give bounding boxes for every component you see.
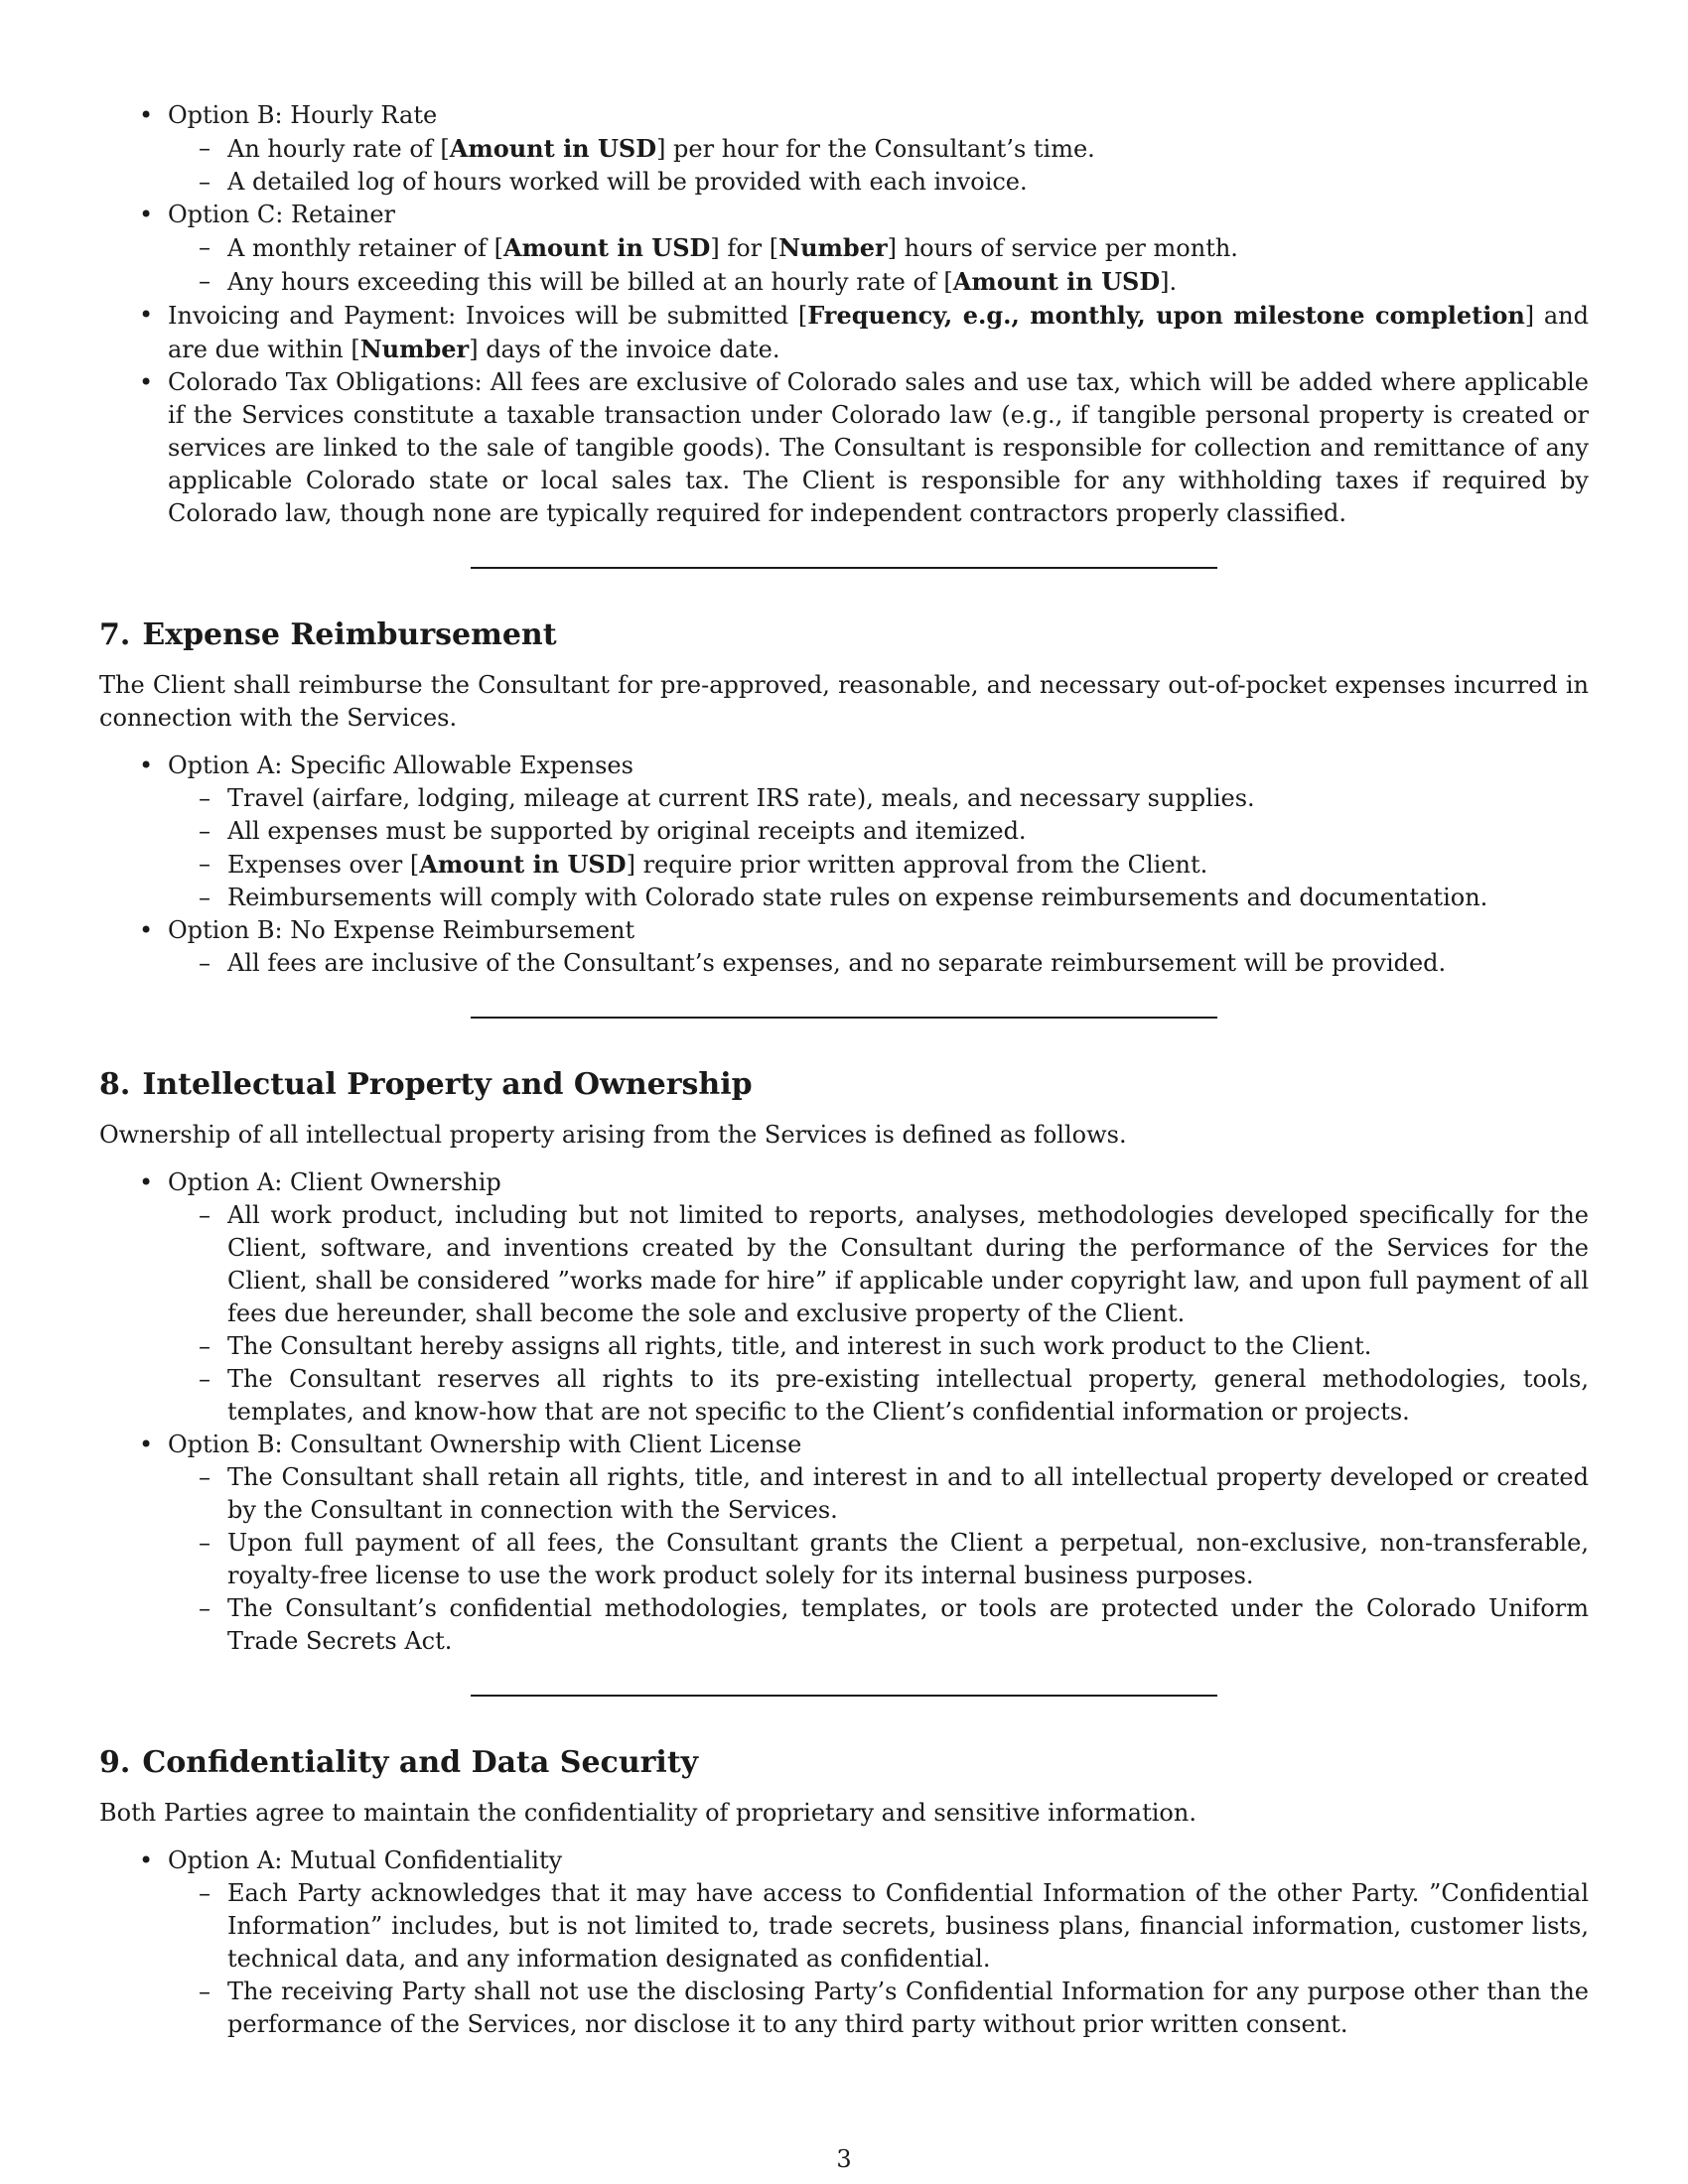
option-title: Option C: Retainer (168, 201, 396, 228)
option-title: Option B: No Expense Reimbursement (168, 916, 635, 944)
list-item: – Travel (airfare, lodging, mileage at current IRS rate), meals, and necessary supplies. (168, 782, 1589, 815)
ip-options-list (99, 1166, 1589, 1658)
placeholder-number: Number (778, 233, 888, 262)
section-divider (471, 567, 1217, 569)
sub-list (168, 782, 1589, 914)
section-divider (471, 1017, 1217, 1019)
list-item-invoicing: • Invoicing and Payment: Invoices will be submitted [Frequency, e.g., monthly, upon milestone completion] and are due within [Number] days of the invoice date. (99, 299, 1589, 366)
list-item: – A monthly retainer of [Amount in USD] for [Number] hours of service per month. (168, 231, 1589, 265)
section-intro: Ownership of all intellectual property arising from the Services is defined as follows. (99, 1121, 1127, 1149)
list-item: – All fees are inclusive of the Consultant’s expenses, and no separate reimbursement will be provided. (168, 947, 1589, 980)
sub-list (168, 1461, 1589, 1658)
list-item (99, 1166, 1589, 1429)
page-number: 3 (836, 2145, 852, 2173)
list-item (99, 1844, 1589, 2041)
document-page (99, 99, 1589, 2041)
list-item: – All expenses must be supported by original receipts and itemized. (168, 815, 1589, 848)
list-item (99, 199, 1589, 299)
section-heading-9: 9. Confidentiality and Data Security (99, 1745, 699, 1780)
sub-list (168, 1877, 1589, 2041)
list-item: – All work product, including but not limited to reports, analyses, methodologies developed specifically for the Client, software, and inventions created by the Consultant during the performance of the Services for the Client, shall be considered ”works made for hire” if applicable under copyright law, and upon full payment of all fees due hereunder, shall become the sole and exclusive property of the Client. (168, 1199, 1589, 1330)
section-intro: Both Parties agree to maintain the confidentiality of proprietary and sensitive information. (99, 1799, 1196, 1827)
sub-list (168, 231, 1589, 299)
option-title: Option B: Hourly Rate (168, 101, 438, 129)
placeholder-amount: Amount in USD (502, 233, 711, 262)
placeholder-amount: Amount in USD (449, 134, 657, 163)
section-heading-7: 7. Expense Reimbursement (99, 617, 557, 652)
section-divider (471, 1695, 1217, 1697)
list-item: – The Consultant’s confidential methodologies, templates, or tools are protected under the Colorado Uniform Trade Secrets Act. (168, 1592, 1589, 1658)
section-heading-8: 8. Intellectual Property and Ownership (99, 1067, 753, 1102)
option-title: Option B: Consultant Ownership with Client License (168, 1431, 802, 1458)
list-item: – A detailed log of hours worked will be provided with each invoice. (168, 166, 1589, 199)
placeholder-number: Number (359, 335, 470, 363)
option-title: Option A: Mutual Confidentiality (168, 1846, 563, 1874)
sub-list (168, 1199, 1589, 1429)
placeholder-frequency: Frequency, e.g., monthly, upon milestone completion (807, 301, 1525, 330)
list-item: – The receiving Party shall not use the disclosing Party’s Confidential Information for any purpose other than the performance of the Services, nor disclose it to any third party without prior written consent. (168, 1976, 1589, 2041)
list-item (99, 99, 1589, 199)
list-item: – The Consultant reserves all rights to its pre-existing intellectual property, general methodologies, tools, templates, and know-how that are not specific to the Client’s confidential information or projects. (168, 1363, 1589, 1429)
list-item: – Upon full payment of all fees, the Consultant grants the Client a perpetual, non-exclusive, non-transferable, royalty-free license to use the work product solely for its internal business purposes. (168, 1527, 1589, 1592)
list-item: – Reimbursements will comply with Colorado state rules on expense reimbursements and documentation. (168, 882, 1589, 914)
list-item: – Each Party acknowledges that it may have access to Confidential Information of the other Party. ”Confidential Information” includes, but is not limited to, trade secrets, business plans, financial information, customer lists, technical data, and any information designated as confidential. (168, 1877, 1589, 1976)
placeholder-amount: Amount in USD (952, 267, 1161, 296)
list-item: – Expenses over [Amount in USD] require prior written approval from the Client. (168, 848, 1589, 882)
confidentiality-options-list (99, 1844, 1589, 2041)
section-intro: The Client shall reimburse the Consultant for pre-approved, reasonable, and necessary out-of-pocket expenses incurred in connection with the Services. (99, 671, 1589, 732)
list-item: – An hourly rate of [Amount in USD] per hour for the Consultant’s time. (168, 132, 1589, 166)
list-item-tax: • Colorado Tax Obligations: All fees are exclusive of Colorado sales and use tax, which will be added where applicable if the Services constitute a taxable transaction under Colorado law (e.g., if tangible personal property is created or services are linked to the sale of tangible goods). The Consultant is responsible for collection and remittance of any applicable Colorado state or local sales tax. The Client is responsible for any withholding taxes if required by Colorado law, though none are typically required for independent contractors properly classified. (99, 366, 1589, 530)
list-item (99, 1429, 1589, 1658)
option-title: Option A: Specific Allowable Expenses (168, 751, 633, 779)
list-item: – The Consultant shall retain all rights, title, and interest in and to all intellectual property developed or created by the Consultant in connection with the Services. (168, 1461, 1589, 1527)
expense-options-list (99, 750, 1589, 980)
sub-list (168, 947, 1589, 980)
placeholder-amount: Amount in USD (419, 850, 627, 879)
list-item (99, 914, 1589, 980)
fees-options-list (99, 99, 1589, 530)
sub-list (168, 132, 1589, 199)
list-item (99, 750, 1589, 914)
list-item: – The Consultant hereby assigns all rights, title, and interest in such work product to the Client. (168, 1330, 1589, 1363)
option-title: Option A: Client Ownership (168, 1168, 501, 1196)
list-item: – Any hours exceeding this will be billed at an hourly rate of [Amount in USD]. (168, 265, 1589, 299)
